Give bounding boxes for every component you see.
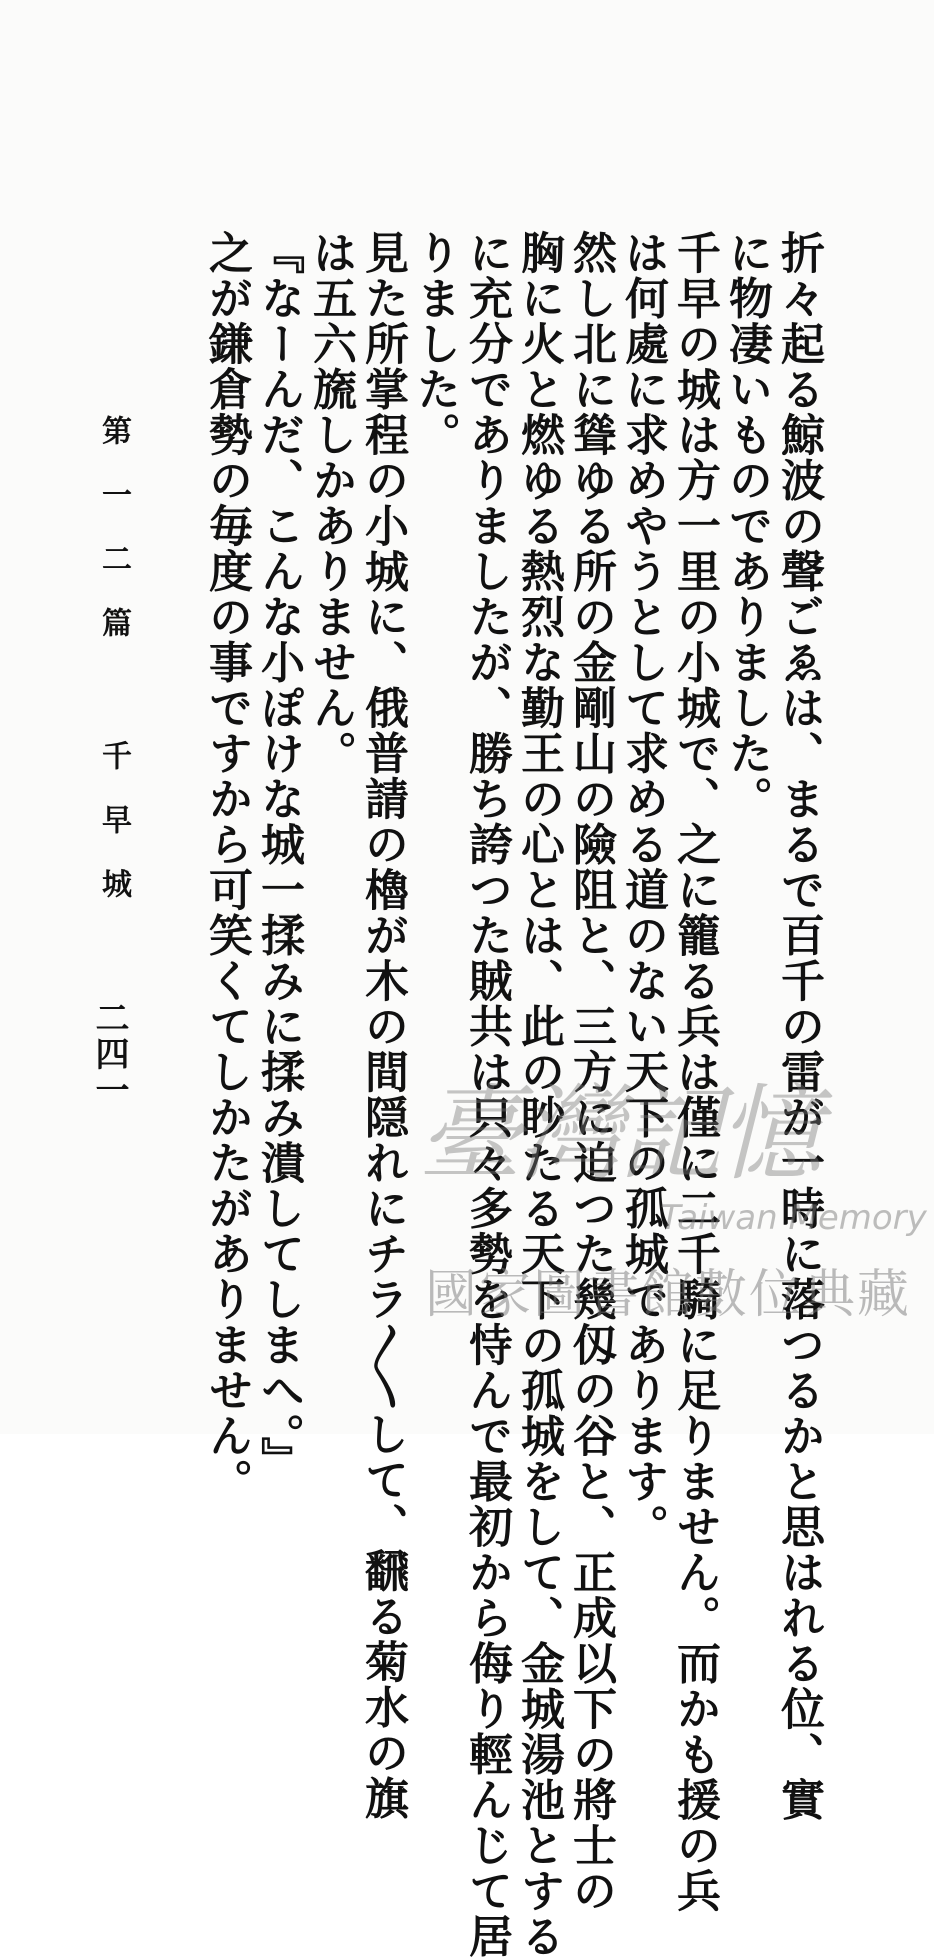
- text-column-5: 然し北に聳ゆる所の金剛山の險阻と、三方に迫つた幾仭の谷と、正成以下の將士の: [565, 230, 616, 1914]
- text-column-7: に充分でありましたが、勝ち誇つた賊共は只々多勢を恃んで最初から侮り輕んじて居: [461, 230, 512, 1959]
- text-column-2: に物凄いものでありました。: [721, 230, 772, 822]
- text-column-12: 之が鎌倉勢の毎度の事ですから可笑くてしかたがありません。: [201, 230, 252, 1504]
- watermark-calligraphy: 臺灣記憶: [418, 1073, 819, 1195]
- watermark-organization: 國家圖書館數位典藏: [425, 1265, 912, 1325]
- text-column-3: 千早の城は方一里の小城で、之に籠る兵は僅に二千騎に足りません。而かも援の兵: [669, 230, 720, 1914]
- running-header: 第一二篇 千早城: [96, 415, 131, 932]
- text-column-9: 見た所掌程の小城に、俄普請の櫓が木の間隠れにチラ〳〵して、飜る菊水の旗: [357, 230, 408, 1821]
- text-column-8: りました。: [409, 230, 460, 458]
- text-column-10: は五六旒しかありません。: [305, 230, 356, 776]
- text-column-1: 折々起る鯨波の聲ごゑは、まるで百千の雷が一時に落つるかと思はれる位、實: [773, 230, 824, 1823]
- page-number: 二四一: [89, 1000, 129, 1108]
- watermark-english: Taiwan Memory: [660, 1198, 927, 1238]
- text-column-11: 『なーんだ、こんな小ぽけな城一揉みに揉み潰してしまへ。』: [253, 230, 304, 1482]
- text-column-4: は何處に求めやうとして求める道のない天下の孤城であります。: [617, 230, 668, 1550]
- text-column-6: 胸に火と燃ゆる熱烈な勤王の心とは、此の眇たる天下の孤城をして、金城湯池とする: [513, 230, 564, 1959]
